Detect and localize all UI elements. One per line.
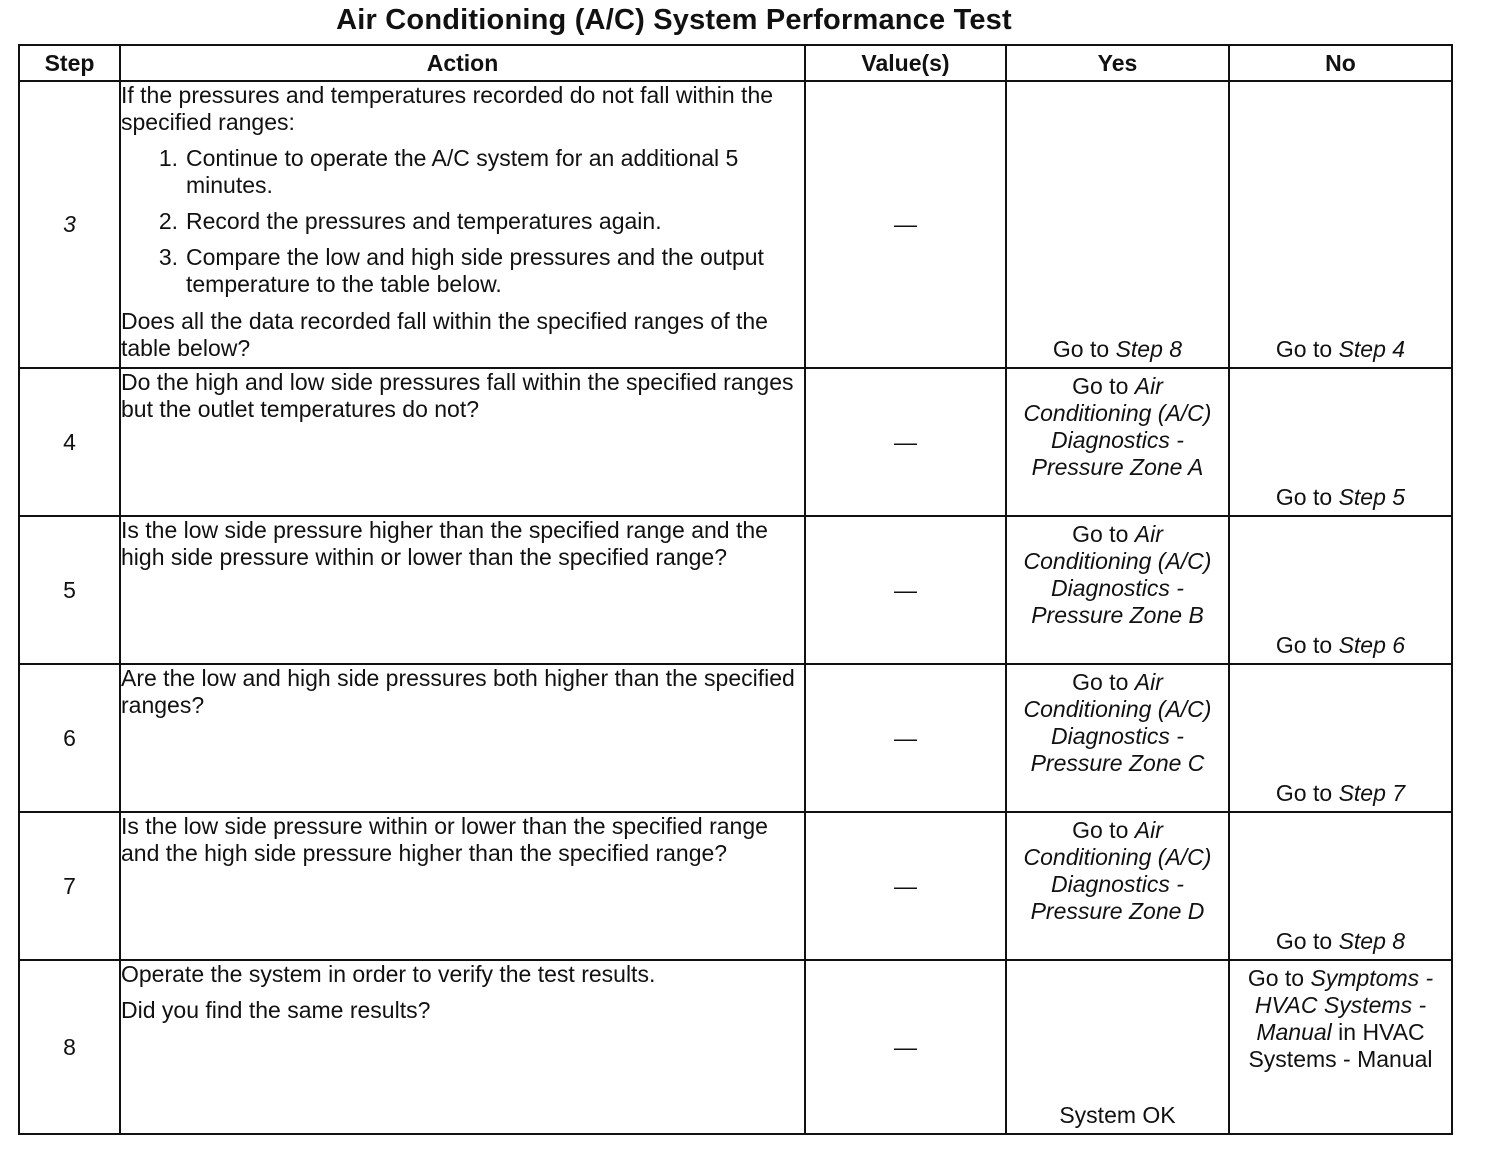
action-question: Is the low side pressure higher than the specified range and the high side pressure within or lower than the specified range? bbox=[121, 517, 768, 570]
values-cell: — bbox=[805, 368, 1006, 516]
action-question: Is the low side pressure within or lower than the specified range and the high side pressure higher than the specified range? bbox=[121, 813, 768, 866]
step-number: 3 bbox=[19, 81, 120, 368]
substep bbox=[121, 145, 804, 199]
goto-reference-link[interactable]: Step 5 bbox=[1338, 484, 1406, 510]
table-row bbox=[19, 664, 1452, 812]
goto-reference-link[interactable]: Air Conditioning (A/C) Diagnostics - Pressure Zone B bbox=[1023, 521, 1212, 628]
action-question: Do the high and low side pressures fall within the specified ranges but the outlet temperatures do not? bbox=[121, 369, 794, 422]
no-cell bbox=[1229, 516, 1452, 664]
substep-text: Record the pressures and temperatures again. bbox=[186, 208, 662, 234]
substep bbox=[121, 244, 804, 298]
substep-number: 3. bbox=[158, 244, 178, 270]
action-intro: If the pressures and temperatures recorded do not fall within the specified ranges: bbox=[121, 82, 774, 135]
no-cell bbox=[1229, 368, 1452, 516]
header-row bbox=[19, 45, 1452, 81]
action-cell bbox=[120, 960, 805, 1134]
goto-prefix: Go to bbox=[1275, 780, 1333, 806]
yes-goto bbox=[1009, 336, 1226, 363]
substep bbox=[121, 208, 804, 235]
yes-cell bbox=[1006, 664, 1229, 812]
goto-prefix: Go to bbox=[1275, 928, 1333, 954]
no-cell bbox=[1229, 960, 1452, 1134]
no-goto bbox=[1232, 928, 1449, 955]
yes-goto bbox=[1009, 817, 1226, 925]
table-row bbox=[19, 516, 1452, 664]
yes-cell bbox=[1006, 368, 1229, 516]
substep-number: 1. bbox=[158, 145, 178, 171]
goto-prefix: Go to bbox=[1247, 965, 1305, 991]
values-cell: — bbox=[805, 516, 1006, 664]
header-action: Action bbox=[120, 45, 805, 81]
goto-reference-link[interactable]: Step 7 bbox=[1338, 780, 1406, 806]
yes-cell bbox=[1006, 516, 1229, 664]
action-question: Did you find the same results? bbox=[121, 997, 431, 1023]
page-title: Air Conditioning (A/C) System Performance Test bbox=[336, 4, 1012, 36]
goto-prefix: Go to bbox=[1275, 632, 1333, 658]
yes-result: System OK bbox=[1059, 1102, 1176, 1128]
step-number: 5 bbox=[19, 516, 120, 664]
header-values: Value(s) bbox=[805, 45, 1006, 81]
goto-prefix: Go to bbox=[1072, 669, 1129, 695]
values-cell: — bbox=[805, 812, 1006, 960]
table-row bbox=[19, 81, 1452, 368]
goto-prefix: Go to bbox=[1275, 484, 1333, 510]
goto-prefix: Go to bbox=[1275, 336, 1333, 362]
action-intro: Operate the system in order to verify the test results. bbox=[121, 961, 656, 987]
step-number: 4 bbox=[19, 368, 120, 516]
action-question: Are the low and high side pressures both higher than the specified ranges? bbox=[121, 665, 795, 718]
action-cell bbox=[120, 516, 805, 664]
no-cell bbox=[1229, 81, 1452, 368]
no-cell bbox=[1229, 812, 1452, 960]
values-cell: — bbox=[805, 960, 1006, 1134]
step-number: 6 bbox=[19, 664, 120, 812]
no-goto bbox=[1232, 632, 1449, 659]
substep-list bbox=[121, 145, 804, 298]
goto-reference-link[interactable]: Step 8 bbox=[1338, 928, 1406, 954]
header-no: No bbox=[1229, 45, 1452, 81]
substep-number: 2. bbox=[158, 208, 178, 234]
performance-test-table bbox=[18, 44, 1453, 1135]
goto-reference-link[interactable]: Symptoms - HVAC Systems - Manual bbox=[1254, 965, 1434, 1045]
header-yes: Yes bbox=[1006, 45, 1229, 81]
no-goto bbox=[1232, 780, 1449, 807]
goto-reference-link[interactable]: Step 6 bbox=[1338, 632, 1406, 658]
goto-prefix: Go to bbox=[1072, 373, 1129, 399]
yes-goto bbox=[1009, 669, 1226, 777]
yes-cell bbox=[1006, 812, 1229, 960]
goto-reference-link[interactable]: Air Conditioning (A/C) Diagnostics - Pressure Zone D bbox=[1023, 817, 1212, 924]
yes-cell bbox=[1006, 960, 1229, 1134]
goto-reference-link[interactable]: Air Conditioning (A/C) Diagnostics - Pressure Zone A bbox=[1023, 373, 1212, 480]
substep-text: Continue to operate the A/C system for an additional 5 minutes. bbox=[186, 145, 739, 198]
no-cell bbox=[1229, 664, 1452, 812]
goto-prefix: Go to bbox=[1072, 817, 1129, 843]
goto-reference-link[interactable]: Air Conditioning (A/C) Diagnostics - Pressure Zone C bbox=[1023, 669, 1212, 776]
values-cell: — bbox=[805, 664, 1006, 812]
goto-suffix: in HVAC Systems - Manual bbox=[1248, 1019, 1433, 1072]
step-number: 8 bbox=[19, 960, 120, 1134]
yes-goto bbox=[1009, 521, 1226, 629]
goto-reference-link[interactable]: Step 4 bbox=[1338, 336, 1406, 362]
action-question: Does all the data recorded fall within the specified ranges of the table below? bbox=[121, 308, 768, 361]
table-row bbox=[19, 960, 1452, 1134]
action-cell bbox=[120, 81, 805, 368]
no-goto bbox=[1232, 336, 1449, 363]
yes-cell bbox=[1006, 81, 1229, 368]
yes-goto bbox=[1009, 373, 1226, 481]
no-goto bbox=[1232, 965, 1449, 1073]
goto-prefix: Go to bbox=[1052, 336, 1110, 362]
action-cell bbox=[120, 368, 805, 516]
action-cell bbox=[120, 664, 805, 812]
header-step: Step bbox=[19, 45, 120, 81]
goto-reference-link[interactable]: Step 8 bbox=[1115, 336, 1183, 362]
values-cell: — bbox=[805, 81, 1006, 368]
goto-prefix: Go to bbox=[1072, 521, 1129, 547]
table-row bbox=[19, 368, 1452, 516]
action-cell bbox=[120, 812, 805, 960]
table-row bbox=[19, 812, 1452, 960]
step-number: 7 bbox=[19, 812, 120, 960]
no-goto bbox=[1232, 484, 1449, 511]
substep-text: Compare the low and high side pressures and the output temperature to the table below. bbox=[186, 244, 764, 297]
